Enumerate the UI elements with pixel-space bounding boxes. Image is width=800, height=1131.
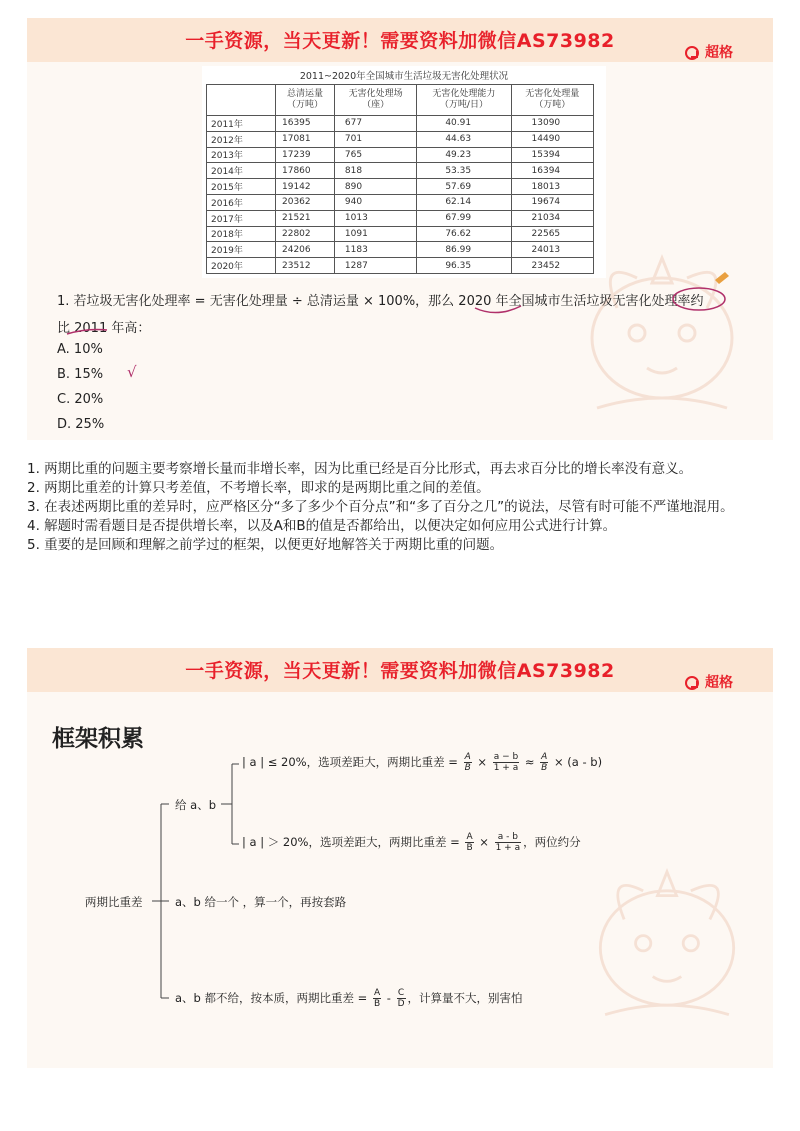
table-header: 无害化处理量 （万吨）	[511, 85, 593, 116]
framework-card	[27, 648, 773, 1068]
brand-logo: 超格	[685, 672, 733, 692]
table-row: 2015年 19142 890 57.69 18013	[207, 179, 594, 195]
table-header: 无害化处理能力 （万吨/日）	[417, 85, 511, 116]
table-row: 2017年 21521 1013 67.99 21034	[207, 210, 594, 226]
brand-logo: 超格	[685, 42, 733, 62]
option-a: A. 10%	[57, 342, 103, 357]
table-row: 2020年 23512 1287 96.35 23452	[207, 258, 594, 274]
notes-list	[27, 460, 773, 555]
case-small-a: | a | ≤ 20%，选项差距大，两期比重差 = $\frac{A}{B}$ × $\frac{a - b}{1 + a}$ ≈ $\frac{A}{B}$ × (a - b)	[242, 752, 603, 773]
list-item: 5. 重要的是回顾和理解之前学过的框架，以便更好地解答关于两期比重的问题。	[27, 537, 504, 553]
table-row: 2018年 22802 1091 76.62 22565	[207, 226, 594, 242]
root-label: 两期比重差	[85, 895, 143, 909]
banner-text: 一手资源，当天更新！需要资料加微信AS73982	[185, 30, 615, 52]
banner-text: 一手资源，当天更新！需要资料加微信AS73982	[185, 660, 615, 682]
option-c: C. 20%	[57, 392, 104, 407]
option-d: D. 25%	[57, 417, 105, 432]
table-row: 2016年 20362 940 62.14 19674	[207, 194, 594, 210]
none-given-label: a、b 都不给，按本质，两期比重差 = $\frac{A}{B}$ - $\frac{C}{D}$ ，计算量不大，别害怕	[175, 988, 523, 1009]
question-card	[27, 18, 773, 440]
table-row: 2014年 17860 818 53.35 16394	[207, 163, 594, 179]
option-b: B. 15%	[57, 367, 104, 382]
table-title: 2011~2020年全国城市生活垃圾无害化处理状况	[299, 71, 509, 82]
question-line-1: 1. 若垃圾无害化处理率 = 无害化处理量 ÷ 总清运量 × 100%，那么 2020 年全国城市生活垃圾无害化处理率约	[57, 294, 704, 309]
handwritten-annotation	[27, 18, 773, 440]
question-line-2: 比 2011 年高：	[57, 321, 151, 336]
given-one-label: a、b 给一个 ，算一个，再按套路	[175, 895, 347, 909]
table-row: 2019年 24206 1183 86.99 24013	[207, 242, 594, 258]
list-item: 4. 解题时需看题目是否提供增长率，以及A和B的值是否都给出，以便决定如何应用公式进行计算。	[27, 518, 617, 534]
list-item: 1. 两期比重的问题主要考察增长量而非增长率，因为比重已经是百分比形式，再去求百分比的增长率没有意义。	[27, 461, 693, 477]
section-title: 框架积累	[52, 726, 144, 752]
table-header: 总清运量 （万吨）	[276, 85, 335, 116]
table-row: 2011年 16395 677 40.91 13090	[207, 116, 594, 132]
given-ab-label: 给 a、b	[175, 798, 217, 812]
list-item: 3. 在表述两期比重的差异时，应严格区分“多了多少个百分点”和“多了百分之几”的说法，尽管有时可能不严谨地混用。	[27, 499, 734, 515]
list-item: 2. 两期比重差的计算只考差值，不考增长率，即求的是两期比重之间的差值。	[27, 480, 490, 496]
table-row: 2012年 17081 701 44.63 14490	[207, 131, 594, 147]
check-mark: √	[127, 363, 137, 381]
table-row: 2013年 17239 765 49.23 15394	[207, 147, 594, 163]
table-header: 无害化处理场 （座）	[334, 85, 416, 116]
case-large-a: | a | ＞ 20%，选项差距大，两期比重差 = $\frac{A}{B}$ × $\frac{a - b}{1 + a}$ ，两位约分	[242, 832, 581, 853]
